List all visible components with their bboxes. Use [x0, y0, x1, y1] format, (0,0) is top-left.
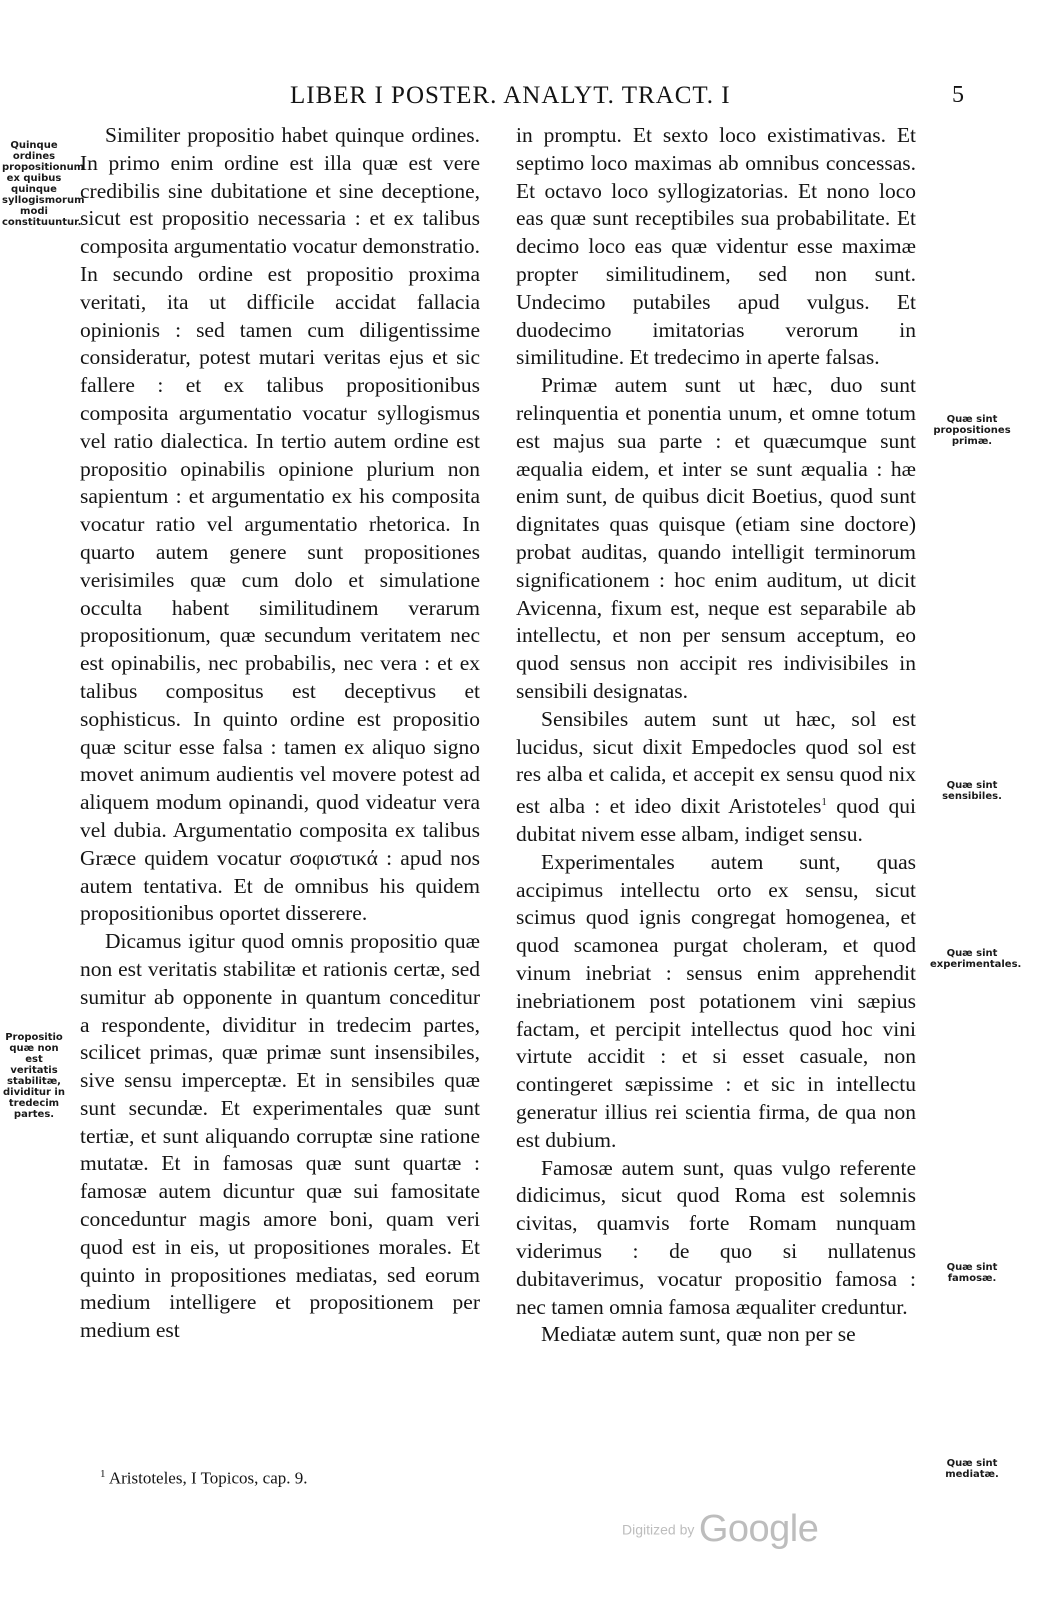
- page-number: 5: [952, 82, 964, 108]
- left-column: [80, 122, 480, 1345]
- side-note-quinque-ordines: Quinque ordines propositionum ex quibus quinque syllogismorum modi constituuntur.: [2, 140, 85, 228]
- paragraph-dicamus: Dicamus igitur quod omnis propositio quæ non est veritatis stabilitæ et rationis certæ, sed sumitur ab opponente in quantum conceditur a respondente, dividitur in tredecim partes, scilicet primas, quæ primæ sunt insensibiles, sive sensu imperceptæ. Et in sensibiles quæ sunt secundæ. Et experimentales quæ sunt tertiæ, et sunt aliquando corruptæ sine ratione mutatæ. Et in famosas quæ sunt quartæ : famosæ autem dicuntur quæ sui famositate conceduntur magis amore boni, quam veri quod est in eis, ut propositiones morales. Et quinto in propositiones mediatas, sed eorum medium intelligere et propositionem per medium est: [80, 929, 480, 1343]
- paragraph-quinque-ordines: Similiter propositio habet quinque ordines. In primo enim ordine est illa quæ est vere credibilis sine dubitatione et sine deceptione, sicut est propositio necessaria : et ex talibus composita argumentatio vocatur demonstratio. In secundo ordine est propositio proxima veritati, ita ut difficile accidat fallacia opinionis : sed tamen cum diligentissime consideratur, potest mutari veritas ejus et sic fallere : et ex talibus propositionibus composita argumentatio vocatur syllogismus vel ratio dialectica. In tertio autem ordine est propositio opinabilis opinione plurium non sapientum : et argumentatio ex his composita vocatur ratio vel argumentatio rhetorica. In quarto autem genere sunt propositiones verisimiles quæ cum dolo et simulatione occulta habent similitudinem verarum propositionum, quæ secundum veritatem nec est opinabilis, nec probabilis, nec vera : et ex talibus compositus est deceptivus et sophisticus. In quinto ordine est propositio quæ scitur esse falsa : tamen ex aliquo signo movet animum audientis vel movere potest ad aliquem modum opinandi, quod videatur vera vel dubia. Argumentatio composita ex talibus Græce quidem vocatur σοφιστικά : apud nos autem tentativa. Et de omnibus his quidem propositionibus oportet disserere.: [80, 123, 480, 926]
- side-note-experimentales: Quæ sint experimentales.: [930, 948, 1022, 970]
- right-column: [516, 122, 916, 1349]
- side-note-sensibiles: Quæ sint sensibiles.: [942, 780, 1002, 802]
- side-note-primae: Quæ sint propositiones primæ.: [933, 414, 1011, 447]
- digitized-watermark: [622, 1508, 818, 1551]
- paragraph-mediatae: Mediatæ autem sunt, quæ non per se: [541, 1322, 856, 1347]
- paragraph-famosae: Famosæ autem sunt, quas vulgo referente didicimus, sicut quod Roma est solemnis civitas, quamvis forte Romam nunquam viderimus : de quo si nullatenus dubitaverimus, vocatur propositio famosa : nec tamen omnia famosa æqualiter creduntur.: [516, 1155, 916, 1319]
- side-note-famosae: Quæ sint famosæ.: [946, 1262, 998, 1284]
- side-note-propositio-tredecim: Propositio quæ non est veritatis stabilitæ, dividitur in tredecim partes.: [3, 1032, 65, 1120]
- google-logo: Google: [698, 1508, 819, 1550]
- footnote-reference: 1: [821, 796, 827, 809]
- paragraph-continuation: in promptu. Et sexto loco existimativas. Et septimo loco maximas ab omnibus concessas. Et octavo loco syllogizatorias. Et nono loco eas quæ sunt receptibiles sua probabilitate. Et decimo loco eas quæ videntur esse maximæ propter similitudinem, sed non sunt. Undecimo putabiles apud vulgus. Et duodecimo imitatorias verorum in similitudine. Et tredecimo in aperte falsas.: [516, 123, 916, 370]
- paragraph-primae: Primæ autem sunt ut hæc, duo sunt relinquentia et ponentia unum, et omne totum est majus sua parte : et quæcumque sunt æqualia eidem, et inter se sunt æqualia : hæ enim sunt, de quibus dicit Boetius, quod sunt dignitates quas quisque (etiam sine doctore) probat auditas, quando intelligit terminorum significationem : hoc enim auditum, ut dicit Avicenna, fixum est, neque est separabile ab intellectu, et non per sensum acceptum, eo quod sensus non accipit res indivisibiles in sensibili designatas.: [516, 373, 916, 703]
- paragraph-sensibiles: [516, 706, 916, 849]
- footnote: [100, 1468, 308, 1489]
- sensibiles-text-after: quod qui dubitat nivem esse albam, indiget sensu.: [516, 794, 916, 847]
- footnote-text: Aristoteles, I Topicos, cap. 9.: [108, 1468, 308, 1488]
- running-title: LIBER I POSTER. ANALYT. TRACT. I: [290, 82, 731, 109]
- sensibiles-text-before: Sensibiles autem sunt ut hæc, sol est lucidus, sicut dixit Empedocles quod sol est res alba et calida, et accepit ex sensu quod nix est alba : et ideo dixit Aristoteles: [516, 706, 916, 819]
- paragraph-experimentales: Experimentales autem sunt, quas accipimus intellectu orto ex sensu, sicut scimus quod ignis congregat homogenea, et quod scamonea purgat choleram, et quod vinum inebriat : sensus enim apprehendit inebriationem post potationem vini sæpius factam, et percipit intellectus quod hoc vini virtute accidit : et si esset casuale, non contingeret sæpissime : et sic in intellectu generatur illius rei scientia firma, de qua non est dubium.: [516, 849, 916, 1152]
- watermark-prefix: Digitized by: [622, 1521, 695, 1538]
- running-header: [0, 82, 1056, 118]
- footnote-marker: 1: [100, 1468, 106, 1480]
- side-note-mediatae: Quæ sint mediatæ.: [945, 1458, 999, 1480]
